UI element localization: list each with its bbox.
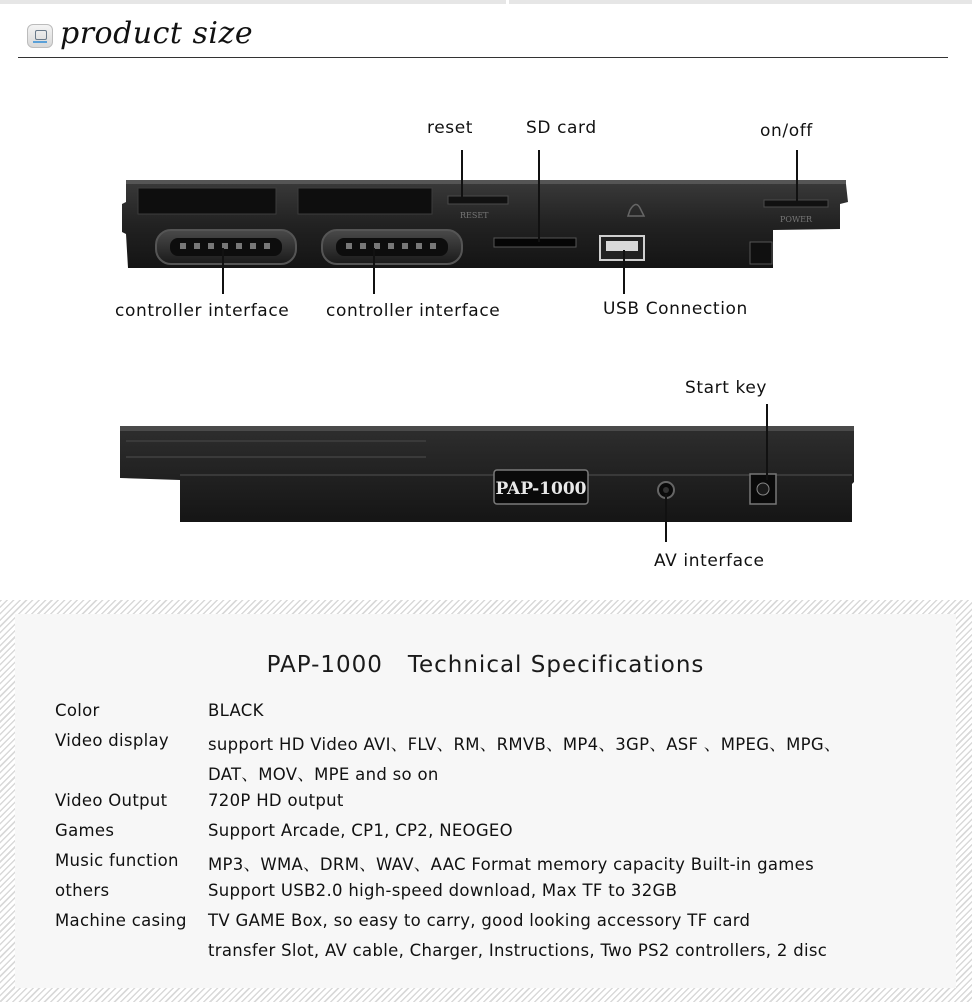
callout-reset: reset xyxy=(427,118,474,138)
spec-label-music-function: Music function xyxy=(55,851,179,870)
specs-title: PAP-1000 Technical Specifications xyxy=(266,652,705,678)
callout-line-controller-2 xyxy=(373,248,375,294)
top-divider xyxy=(0,0,972,4)
spec-value-machine-casing-cont: transfer Slot, AV cable, Charger, Instructions, Two PS2 controllers, 2 disc xyxy=(208,941,828,960)
product-icon xyxy=(27,24,53,48)
section-header xyxy=(18,14,948,58)
spec-label-color: Color xyxy=(55,701,100,720)
callout-av: AV interface xyxy=(654,551,765,571)
section-title: product size xyxy=(60,16,254,51)
spec-label-machine-casing: Machine casing xyxy=(55,911,187,930)
callout-usb: USB Connection xyxy=(603,299,748,319)
spec-value-music-function: MP3、WMA、DRM、WAV、AAC Format memory capacity Built-in games xyxy=(208,855,815,874)
spec-label-video-display: Video display xyxy=(55,731,169,750)
spec-value-color: BLACK xyxy=(208,701,264,720)
callout-line-sd-card xyxy=(538,150,540,242)
console-back-view xyxy=(118,422,858,530)
spec-value-video-display-cont: DAT、MOV、MPE and so on xyxy=(208,765,439,784)
callout-start-key: Start key xyxy=(685,378,768,398)
callout-on-off: on/off xyxy=(760,121,813,141)
spec-label-others: others xyxy=(55,881,110,900)
console-front-view xyxy=(118,174,854,274)
callout-line-reset xyxy=(461,150,463,200)
callout-sd-card: SD card xyxy=(526,118,597,138)
callout-line-start-key xyxy=(766,404,768,480)
callout-controller-2: controller interface xyxy=(326,301,501,321)
callout-controller-1: controller interface xyxy=(115,301,290,321)
callout-line-usb xyxy=(623,250,625,294)
callout-line-on-off xyxy=(796,150,798,202)
spec-label-video-output: Video Output xyxy=(55,791,168,810)
specs-inner xyxy=(15,614,956,988)
spec-value-machine-casing: TV GAME Box, so easy to carry, good looking accessory TF card xyxy=(208,911,751,930)
back-badge-text: PAP-1000 xyxy=(495,479,587,499)
spec-value-games: Support Arcade, CP1, CP2, NEOGEO xyxy=(208,821,513,840)
callout-line-controller-1 xyxy=(222,248,224,294)
power-label-on-device: POWER xyxy=(780,215,813,224)
callout-line-av xyxy=(665,494,667,542)
reset-label-on-device: RESET xyxy=(460,211,489,220)
spec-value-video-display: support HD Video AVI、FLV、RM、RMVB、MP4、3GP、ASF 、MPEG、MPG、 xyxy=(208,735,841,754)
spec-value-video-output: 720P HD output xyxy=(208,791,344,810)
specs-panel xyxy=(0,600,972,1002)
spec-label-games: Games xyxy=(55,821,115,840)
spec-value-others: Support USB2.0 high-speed download, Max TF to 32GB xyxy=(208,881,678,900)
